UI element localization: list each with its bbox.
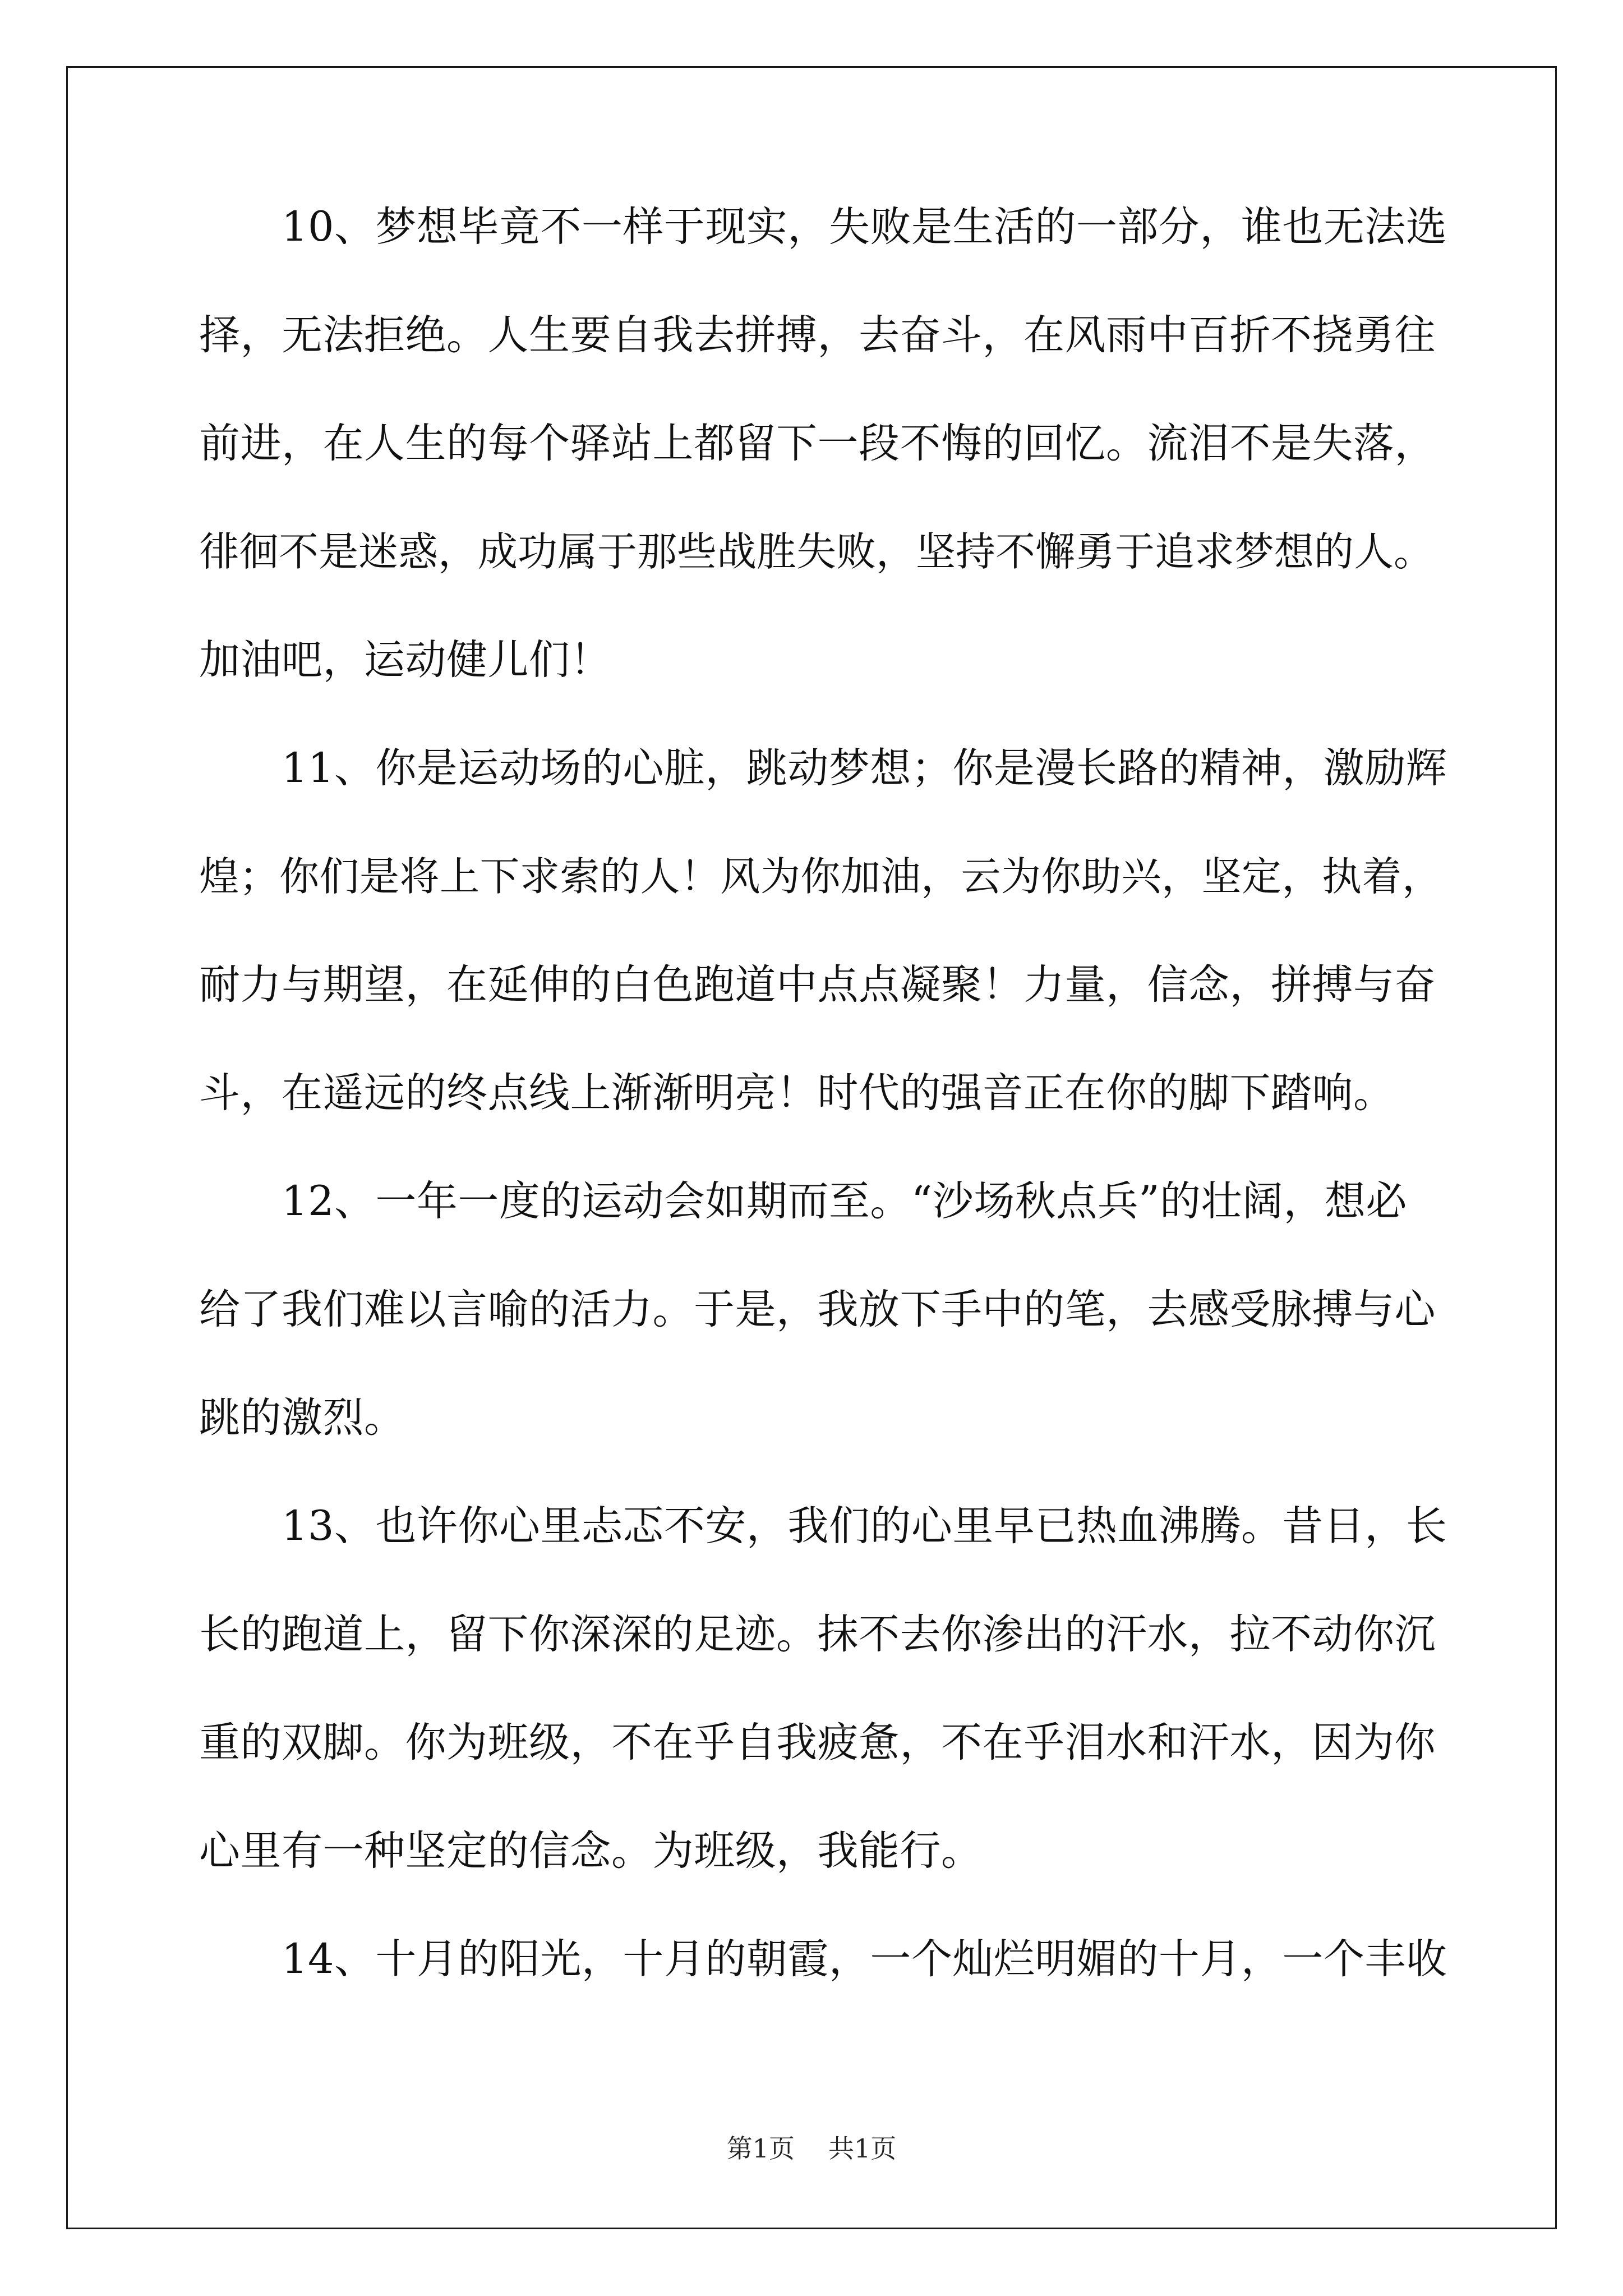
text-line: 择，无法拒绝。人生要自我去拼搏，去奋斗，在风雨中百折不挠勇往	[199, 311, 1436, 359]
text-line: 徘徊不是迷惑，成功属于那些战胜失败，坚持不懈勇于追求梦想的人。	[199, 528, 1434, 575]
text-line: 10、梦想毕竟不一样于现实，失败是生活的一部分，谁也无法选	[199, 203, 1447, 251]
text-line: 长的跑道上，留下你深深的足迹。抹不去你渗出的汗水，拉不动你沉	[199, 1611, 1436, 1658]
text-line: 心里有一种坚定的信念。为班级，我能行。	[199, 1827, 983, 1875]
text-line: 重的双脚。你为班级，不在乎自我疲惫，不在乎泪水和汗水，因为你	[199, 1719, 1436, 1766]
text-line: 煌；你们是将上下求索的人！风为你加油，云为你助兴，坚定，执着，	[199, 853, 1442, 900]
text-line: 12、一年一度的运动会如期而至。“沙场秋点兵”的壮阔，想必	[199, 1177, 1408, 1225]
text-line: 11、你是运动场的心脏，跳动梦想；你是漫长路的精神，激励辉	[199, 744, 1447, 792]
text-line: 耐力与期望，在延伸的白色跑道中点点凝聚！力量，信念，拼搏与奋	[199, 961, 1436, 1009]
text-line: 加油吧，运动健儿们！	[199, 636, 611, 684]
text-line: 给了我们难以言喻的活力。于是，我放下手中的笔，去感受脉搏与心	[199, 1286, 1436, 1333]
page-total: 共1页	[828, 2133, 897, 2164]
text-line: 斗，在遥远的终点线上渐渐明亮！时代的强音正在你的脚下踏响。	[199, 1069, 1395, 1117]
text-line: 跳的激烈。	[199, 1394, 405, 1442]
page-number: 第1页	[726, 2133, 795, 2164]
page-footer	[0, 2132, 1623, 2165]
page-border	[66, 66, 1557, 2229]
text-line: 13、也许你心里忐忑不安，我们的心里早已热血沸腾。昔日，长	[199, 1502, 1447, 1550]
text-line: 前进，在人生的每个驿站上都留下一段不悔的回忆。流泪不是失落，	[199, 420, 1436, 467]
text-line: 14、十月的阳光，十月的朝霞，一个灿烂明媚的十月，一个丰收	[199, 1935, 1447, 1983]
